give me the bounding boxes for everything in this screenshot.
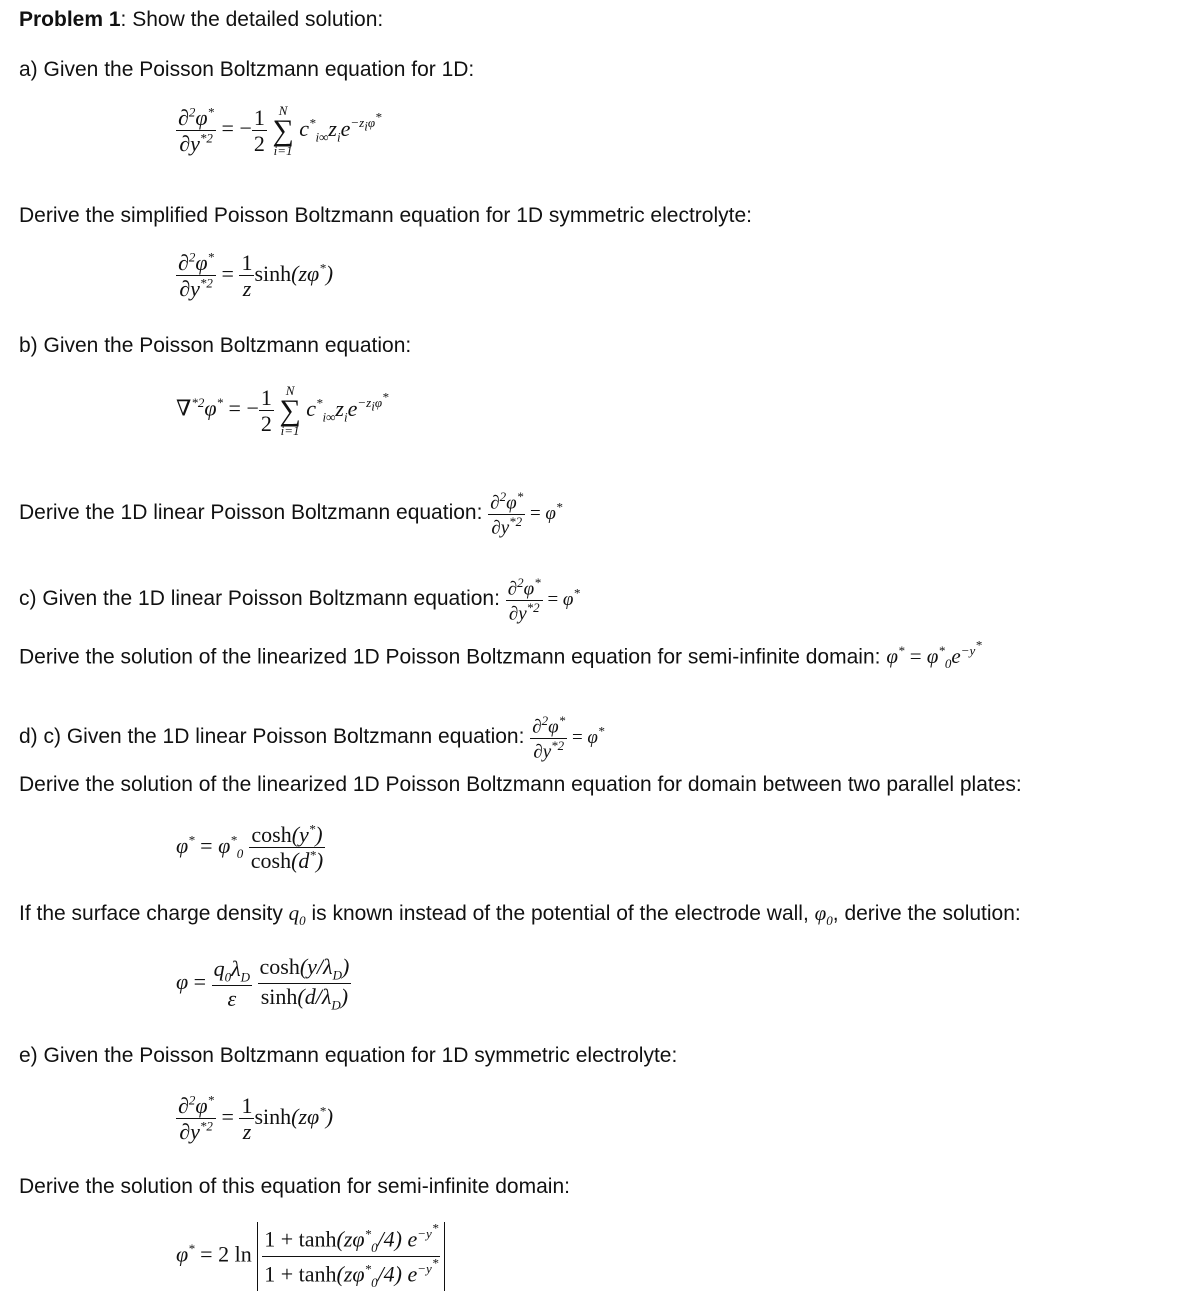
equation-parallel-plates: $\varphi^* = \varphi^*_0$ $\frac{\cosh(y^*)}{\cosh(d^*)}$ xyxy=(176,821,324,874)
equation-pb-general: ∇$^{*2}$φ* = − $\frac{1}{2}$ N ∑ i=1 $c^*_{i\infty}z_ie^{-z_i\varphi^*}$ xyxy=(176,383,389,438)
part-a-intro: a) Given the Poisson Boltzmann equation for 1D: xyxy=(19,58,475,81)
equation-nonlinear-solution: φ* = 2 ln $\frac{1 + \tanh(z\varphi^*_0/4) e^{-y^*}}{1 + \tanh(z\varphi^*_0/4) e^{-y^*}}$ xyxy=(176,1222,445,1291)
part-d-charge-post: , derive the solution: xyxy=(832,902,1021,925)
equation-simplified-pb: $\frac{\partial^2\varphi^*}{\partial y^{*2}}$ = $\frac{1}{z}$ sinh(zφ*) xyxy=(178,249,334,302)
part-d-intro-text: d) c) Given the 1D linear Poisson Boltzmann equation: xyxy=(19,725,525,749)
problem-title-bold: Problem 1 xyxy=(19,8,121,31)
part-d-charge-pre: If the surface charge density xyxy=(19,902,283,925)
part-e-derive: Derive the solution of this equation for semi-infinite domain: xyxy=(19,1175,570,1198)
equation-symmetric-pb: $\frac{\partial^2\varphi^*}{\partial y^{*2}}$ = $\frac{1}{z}$ sinh(zφ*) xyxy=(178,1092,334,1145)
part-e-intro: e) Given the Poisson Boltzmann equation for 1D symmetric electrolyte: xyxy=(19,1044,678,1067)
part-c-intro-text: c) Given the 1D linear Poisson Boltzmann equation: xyxy=(19,587,500,611)
part-d-charge-mid: is known instead of the potential of the electrode wall, xyxy=(311,902,809,925)
part-d-derive: Derive the solution of the linearized 1D Poisson Boltzmann equation for domain between two parallel plates: xyxy=(19,773,1022,796)
problem-title xyxy=(19,8,383,32)
part-d-intro: d) c) Given the 1D linear Poisson Boltzmann equation: $\frac{\partial^2\varphi^*}{\partial y^{*2}}$ = φ* xyxy=(19,713,605,763)
part-c-derive: Derive the solution of the linearized 1D Poisson Boltzmann equation for semi-infinite domain: $\varphi^* = \varphi^*_0e^{-y^*}$ xyxy=(19,638,982,672)
part-c-derive-text: Derive the solution of the linearized 1D Poisson Boltzmann equation for semi-infinite domain: xyxy=(19,645,881,669)
part-b-derive-text: Derive the 1D linear Poisson Boltzmann equation: xyxy=(19,501,483,525)
problem-title-rest: : Show the detailed solution: xyxy=(120,8,384,31)
part-c-intro: c) Given the 1D linear Poisson Boltzmann equation: $\frac{\partial^2\varphi^*}{\partial y^{*2}}$ = φ* xyxy=(19,575,580,625)
part-b-derive: Derive the 1D linear Poisson Boltzmann equation: $\frac{\partial^2\varphi^*}{\partial y^{*2}}$ = φ* xyxy=(19,489,563,539)
part-b-intro: b) Given the Poisson Boltzmann equation: xyxy=(19,334,412,357)
equation-charge-solution: φ = $\frac{q_0\lambda_D}{\varepsilon}$ $\frac{\cosh(y/\lambda_D)}{\sinh(d/\lambda_D)}$ xyxy=(176,954,350,1013)
part-d-charge: If the surface charge density $q_0$ is known instead of the potential of the electrode wall, $\varphi_0$, derive the solution: xyxy=(19,901,1021,929)
equation-pb-1d: $\frac{\partial^2\varphi^*}{\partial y^{*2}}$ = − $\frac{1}{2}$ N ∑ i=1 $c^*_{i\infty}z_ie^{-z_i\varphi^*}$ xyxy=(178,103,382,158)
part-a-derive: Derive the simplified Poisson Boltzmann equation for 1D symmetric electrolyte: xyxy=(19,204,752,227)
